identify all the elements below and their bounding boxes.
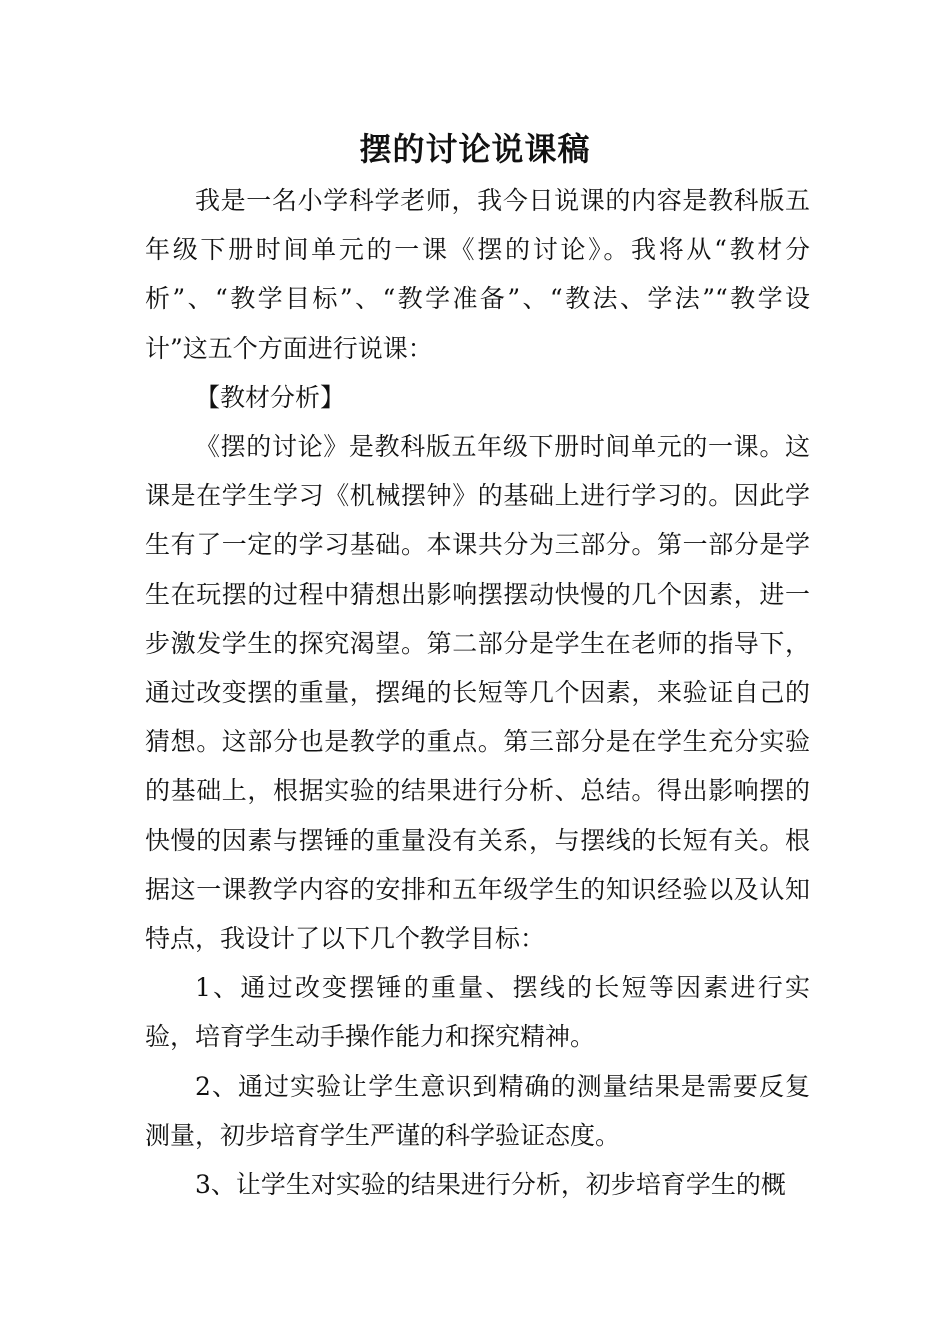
section-heading: 【教材分析】 <box>195 382 346 412</box>
intro-paragraph: 我是一名小学科学老师，我今日说课的内容是教科版五年级下册时间单元的一课《摆的讨论》。我将从“教材分析”、“教学目标”、“教学准备”、“教法、学法”“教学设计”这五个方面进行说课： <box>145 186 810 363</box>
goal-item-2: 2、通过实验让学生意识到精确的测量结果是需要反复测量，初步培育学生严谨的科学验证态度。 <box>145 1071 810 1150</box>
goal-item-1: 1、通过改变摆锤的重量、摆线的长短等因素进行实验，培育学生动手操作能力和探究精神。 <box>145 973 810 1052</box>
document-body <box>145 176 810 1209</box>
document-title: 摆的讨论说课稿 <box>359 130 591 168</box>
analysis-paragraph: 《摆的讨论》是教科版五年级下册时间单元的一课。这课是在学生学习《机械摆钟》的基础上进行学习的。因此学生有了一定的学习基础。本课共分为三部分。第一部分是学生在玩摆的过程中猜想出影响摆摆动快慢的几个因素，进一步激发学生的探究渴望。第二部分是学生在老师的指导下，通过改变摆的重量，摆绳的长短等几个因素，来验证自己的猜想。这部分也是教学的重点。第三部分是在学生充分实验的基础上，根据实验的结果进行分析、总结。得出影响摆的快慢的因素与摆锤的重量没有关系，与摆线的长短有关。根据这一课教学内容的安排和五年级学生的知识经验以及认知特点，我设计了以下几个教学目标： <box>145 432 810 954</box>
goal-item-3: 3、让学生对实验的结果进行分析，初步培育学生的概 <box>195 1170 786 1200</box>
